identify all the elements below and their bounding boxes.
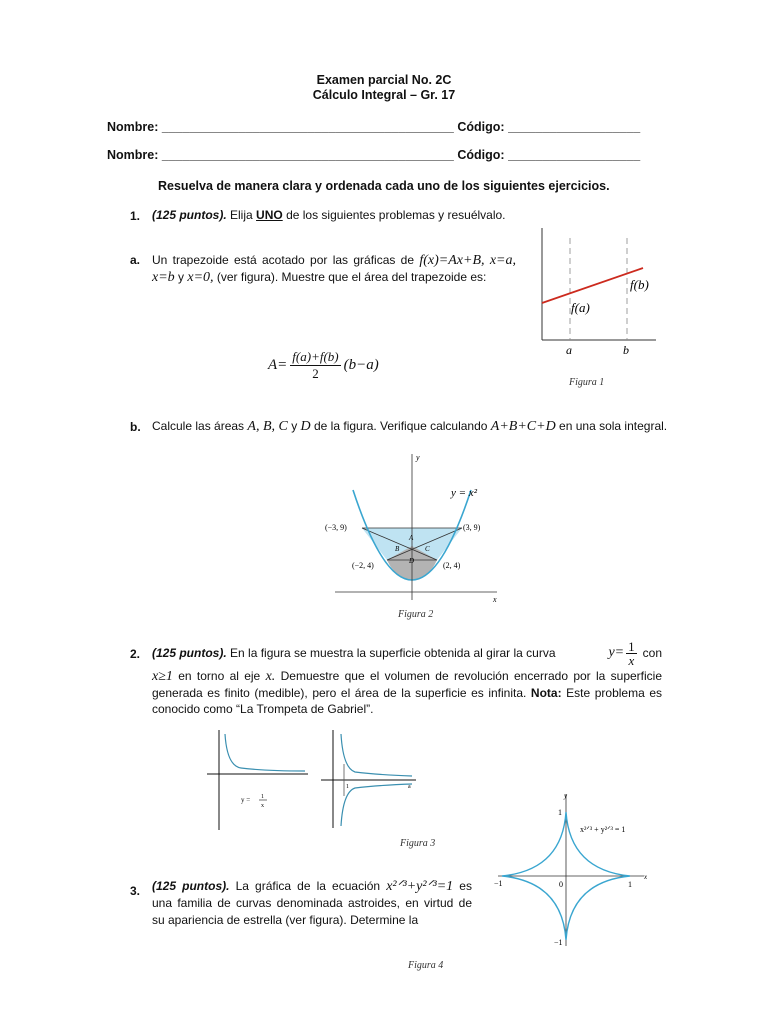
problem-1-number: 1. — [130, 209, 141, 223]
problem-2-points: (125 puntos). — [152, 646, 227, 660]
fig3-frac-den: x — [261, 803, 264, 809]
p1b-y: y — [291, 419, 298, 433]
fig3-left-curve — [225, 734, 305, 771]
p1b-d: D — [300, 419, 311, 434]
figure-4-graph — [492, 790, 652, 950]
figure-4-caption: Figura 4 — [408, 960, 444, 971]
p2-curve-num: 1 — [628, 638, 635, 654]
code-blank[interactable]: ___________________ — [508, 148, 641, 162]
fig1-tick-b: b — [623, 343, 629, 357]
figure-1-graph — [528, 220, 658, 360]
p1-text-a: Elija — [230, 208, 253, 222]
fig4-tick-m1x: −1 — [494, 879, 503, 888]
instructions: Resuelva de manera clara y ordenada cada uno de los siguientes ejercicios. — [158, 179, 610, 193]
p2-cond: x≥1 — [152, 669, 173, 684]
code-label: Código: — [457, 120, 505, 134]
p1b-sum: A+B+C+D — [490, 419, 556, 434]
p2-first-line — [152, 638, 662, 668]
problem-3-text — [152, 878, 472, 929]
problem-3-points: (125 puntos). — [152, 879, 230, 893]
fig4-axis-x: x — [644, 873, 648, 881]
fig1-label-fa: f(a) — [571, 300, 590, 315]
fig2-point-3: (3, 9) — [463, 523, 481, 532]
name-blank[interactable]: __________________________________________ — [161, 120, 454, 134]
problem-2-number: 2. — [130, 647, 141, 661]
fig4-tick-m1y: −1 — [554, 938, 563, 947]
problem-1a-label: a. — [130, 253, 141, 267]
fig2-axis-y: y — [416, 453, 420, 462]
fig3-label: y = — [241, 796, 251, 804]
p2-t1: En la figura se muestra la superficie obtenida al girar la curva — [230, 646, 556, 660]
fig1-label-fb: f(b) — [630, 277, 649, 292]
code-label: Código: — [457, 148, 505, 162]
p1b-t1: Calcule las áreas — [152, 419, 245, 433]
fig2-point-2: (2, 4) — [443, 561, 461, 570]
p1a-xa: x=a, x=b — [152, 253, 516, 285]
p1a-y: y — [178, 270, 185, 284]
p1a-fx: f(x)=Ax+B, — [419, 253, 485, 268]
fig3-tick-1: 1 — [346, 784, 349, 790]
figure-3-graph — [205, 728, 420, 838]
formula-numerator: f(a)+f(b) — [292, 349, 339, 364]
code-blank[interactable]: ___________________ — [508, 120, 641, 134]
fig2-point-m3: (−3, 9) — [325, 523, 347, 532]
name-label: Nombre: — [107, 148, 159, 162]
fig3-right-curve-top — [341, 734, 412, 776]
p2-t4: Este problema es conocido como “La Trompeta de Gabriel”. — [152, 686, 662, 716]
name-row-1 — [107, 120, 667, 134]
problem-1-text — [152, 208, 516, 224]
exam-title: Examen parcial No. 2C — [316, 73, 452, 87]
fig4-tick-1y: 1 — [558, 808, 562, 817]
fig3-frac-num: 1 — [261, 794, 264, 800]
name-label: Nombre: — [107, 120, 159, 134]
fig2-label-a: A — [409, 534, 414, 542]
fig4-equation: x²ᐟ³ + y²ᐟ³ = 1 — [580, 825, 626, 834]
formula-lhs: A= — [268, 357, 288, 373]
problem-3-number: 3. — [130, 884, 141, 898]
fig4-tick-1x: 1 — [628, 880, 632, 889]
formula-rhs: (b−a) — [343, 357, 379, 373]
p2-t2: en torno al eje — [178, 669, 261, 683]
p2-curve — [608, 640, 662, 667]
problem-1b-label: b. — [130, 420, 141, 434]
fig3-tick-a: a — [408, 784, 411, 790]
p2-curve-den: x — [628, 652, 635, 668]
exam-subtitle: Cálculo Integral – Gr. 17 — [312, 88, 456, 102]
p3-t2: es una familia de curvas denominada astroides, en virtud de su apariencia de estrella (ver figura). Determine la — [152, 879, 472, 927]
p2-con: con — [642, 646, 662, 660]
p1a-t1: Un trapezoide está acotado por las gráficas de — [152, 253, 415, 267]
fig4-axis-y: y — [564, 792, 568, 800]
p1b-areas: A, B, C — [247, 419, 288, 434]
name-blank[interactable]: __________________________________________ — [161, 148, 454, 162]
problem-1b-text — [152, 418, 668, 435]
figure-2-graph — [325, 450, 505, 610]
problem-1a-text — [152, 252, 516, 286]
formula-denominator: 2 — [312, 366, 319, 381]
formula-fraction — [290, 349, 340, 382]
p3-t1: La gráfica de la ecuación — [235, 879, 381, 893]
fig2-label-b: B — [395, 545, 400, 553]
figure-3-caption: Figura 3 — [400, 838, 436, 849]
p2-axis: x. — [265, 669, 276, 684]
fig2-curve-label: y = x² — [451, 487, 477, 499]
uno-word: UNO — [256, 208, 283, 222]
p2-curve-lhs: y= — [608, 645, 625, 660]
trapezoid-area-formula — [268, 349, 379, 382]
fig3-right-curve-bottom — [341, 784, 412, 826]
p1b-t2: de la figura. Verifique calculando — [314, 419, 488, 433]
p1a-t2: (ver figura). Muestre que el área del trapezoide es: — [216, 270, 487, 284]
p1b-t3: en una sola integral. — [559, 419, 668, 433]
problem-1-points: (125 puntos). — [152, 208, 227, 222]
p2-nota: Nota: — [530, 686, 562, 700]
p1-text-b: de los siguientes problemas y resuélvalo. — [286, 208, 506, 222]
problem-2-text — [152, 638, 662, 717]
fig4-tick-0: 0 — [559, 880, 563, 889]
fig2-label-c: C — [425, 545, 430, 553]
fig1-tick-a: a — [566, 343, 572, 357]
fig1-line-fx — [542, 268, 643, 303]
figure-1-caption: Figura 1 — [569, 377, 605, 388]
name-row-2 — [107, 148, 667, 162]
p1a-x0: x=0, — [187, 270, 214, 285]
figure-2-caption: Figura 2 — [398, 609, 434, 620]
p2-t3: Demuestre que el volumen de revolución encerrado por la superficie generada es finito (medible), pero el área de la superficie es infinita. — [152, 669, 662, 700]
fig2-point-m2: (−2, 4) — [352, 561, 374, 570]
fig2-axis-x: x — [493, 595, 497, 604]
p3-equation: x²ᐟ³+y²ᐟ³=1 — [386, 879, 454, 894]
p2-curve-fraction — [626, 640, 637, 667]
fig2-label-d: D — [409, 557, 415, 565]
